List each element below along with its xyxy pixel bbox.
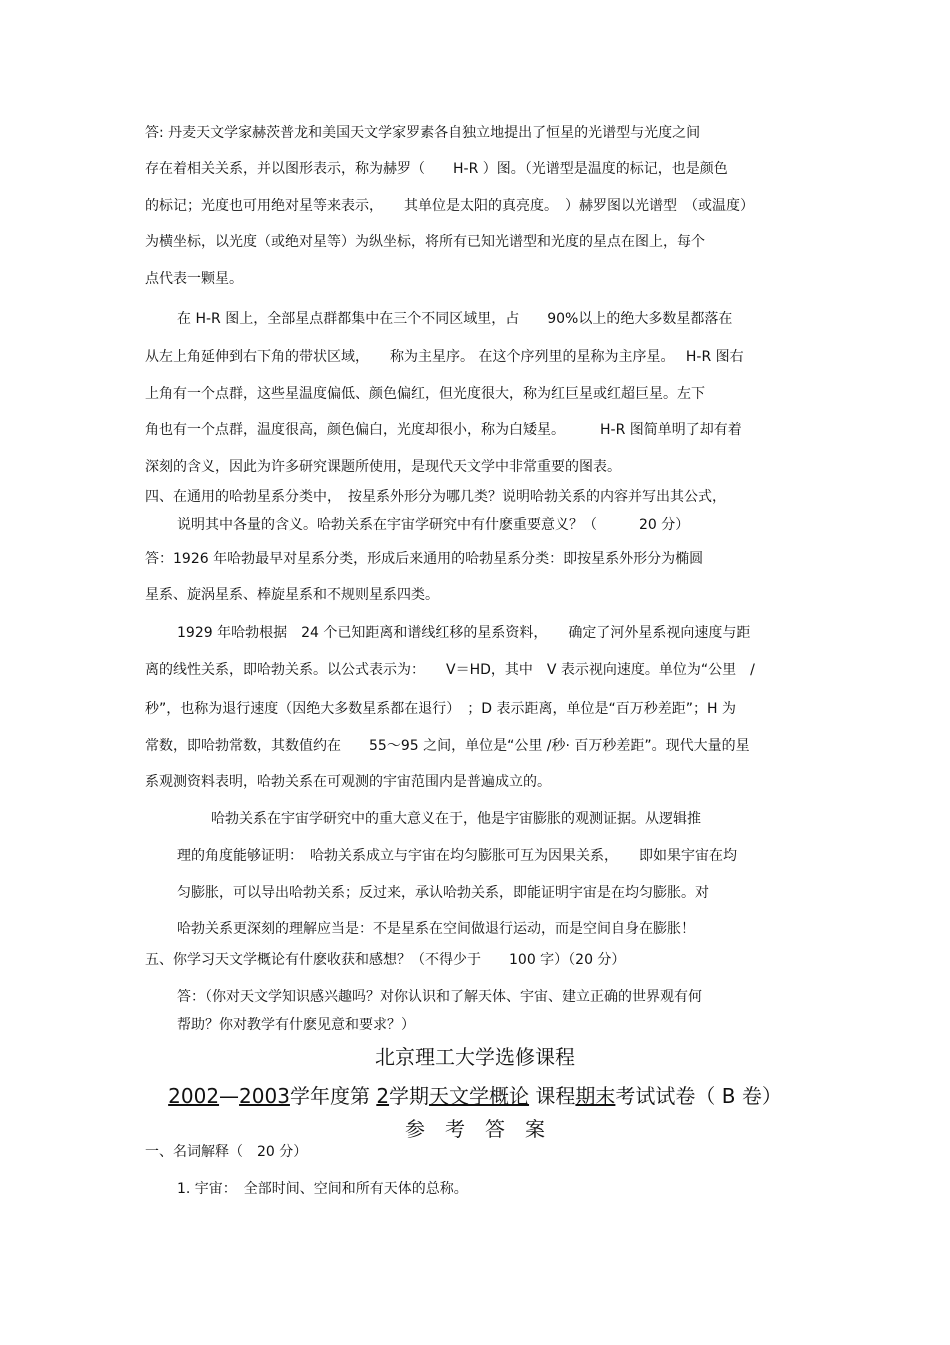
year-dash: —: [219, 1084, 240, 1108]
answer-4: 答：1926 年哈勃最早对星系分类，形成后来通用的哈勃星系分类：即按星系外形分为椭圆: [145, 551, 704, 567]
text-line: 为横坐标，以光度（或绝对星等）为纵坐标，将所有已知光谱型和光度的星点在图上，每个: [145, 234, 705, 250]
text-line: 答: 丹麦天文学家赫茨普龙和美国天文学家罗素各自独立地提出了恒星的光谱型与光度之间: [145, 125, 701, 141]
exam-heading-term: [0, 1083, 950, 1109]
text-line: 离的线性关系，即哈勃关系。以公式表示为： V＝HD，其中 V 表示视向速度。单位为“公里 /: [145, 662, 755, 678]
text-line: 存在着相关关系，并以图形表示，称为赫罗（ H-R ）图。（光谱型是温度的标记，也是颜色: [145, 161, 728, 177]
text-line: 1929 年哈勃根据 24 个已知距离和谱线红移的星系资料， 确定了河外星系视向速度与距: [177, 625, 751, 641]
exam-heading-answers: 参 考 答 案: [405, 1117, 545, 1141]
text-line: 的标记；光度也可用绝对星等来表示， 其单位是太阳的真亮度。 ）赫罗图以光谱型 （或温度）: [145, 198, 754, 214]
text-line: 角也有一个点群，温度很高，颜色偏白，光度却很小，称为白矮星。 H-R 图简单明了却有着: [145, 422, 742, 438]
text-line: 点代表一颗星。: [145, 271, 243, 287]
text-line: 星系、旋涡星系、棒旋星系和不规则星系四类。: [145, 587, 439, 603]
text-line: 哈勃关系在宇宙学研究中的重大意义在于，他是宇宙膨胀的观测证据。从逻辑推: [211, 811, 701, 827]
text-line: 系观测资料表明，哈勃关系在可观测的宇宙范围内是普遍成立的。: [145, 774, 551, 790]
year-end: 2003: [239, 1084, 290, 1108]
section-1-title: 一、名词解释（ 20 分）: [145, 1144, 308, 1160]
text-line: 深刻的含义，因此为许多研究课题所使用，是现代天文学中非常重要的图表。: [145, 459, 621, 475]
course-name: 天文学概论: [429, 1084, 530, 1108]
term-prefix: 学年度第: [289, 1084, 377, 1108]
text-line: 哈勃关系更深刻的理解应当是：不是星系在空间做退行运动，而是空间自身在膨胀！: [177, 921, 695, 937]
text-line: 秒”，也称为退行速度（因绝大多数星系都在退行） ；D 表示距离，单位是“百万秒差距”；H 为: [145, 701, 736, 717]
definition-item-1: 1. 宇宙： 全部时间、空间和所有天体的总称。: [177, 1181, 468, 1197]
exam-type: 期末: [575, 1084, 616, 1108]
text-line: 常数，即哈勃常数，其数值约在 55～95 之间，单位是“公里 /秒· 百万秒差距”。现代大量的星: [145, 738, 750, 754]
question-5: 五、你学习天文学概论有什麽收获和感想？（不得少于 100 字）（20 分）: [145, 952, 626, 968]
answer-5-cont: 帮助？你对教学有什麽见意和要求？）: [177, 1017, 415, 1033]
term-suffix: 学期: [389, 1084, 430, 1108]
text-line: 上角有一个点群，这些星温度偏低、颜色偏红，但光度很大，称为红巨星或红超巨星。左下: [145, 386, 705, 402]
term-number: 2: [376, 1084, 390, 1108]
exam-heading-school: 北京理工大学选修课程: [375, 1045, 575, 1069]
question-4: 四、在通用的哈勃星系分类中， 按星系外形分为哪几类？说明哈勃关系的内容并写出其公式，: [145, 489, 726, 505]
text-line: 匀膨胀，可以导出哈勃关系；反过来，承认哈勃关系，即能证明宇宙是在均匀膨胀。对: [177, 885, 709, 901]
course-suffix: 课程: [529, 1084, 576, 1108]
text-line: 理的角度能够证明： 哈勃关系成立与宇宙在均匀膨胀可互为因果关系， 即如果宇宙在均: [177, 848, 737, 864]
question-4-cont: 说明其中各量的含义。哈勃关系在宇宙学研究中有什麽重要意义？（ 20 分）: [177, 517, 690, 533]
text-line: 在 H-R 图上，全部星点群都集中在三个不同区域里，占 90%以上的绝大多数星都落在: [177, 311, 733, 327]
text-line: 从左上角延伸到右下角的带状区域， 称为主星序。 在这个序列里的星称为主序星。 H-R 图右: [145, 349, 744, 365]
answer-5: 答：（你对天文学知识感兴趣吗？对你认识和了解天体、宇宙、建立正确的世界观有何: [177, 989, 702, 1005]
year-start: 2002: [168, 1084, 220, 1108]
exam-suffix: 考试试卷（ B 卷）: [615, 1084, 782, 1108]
